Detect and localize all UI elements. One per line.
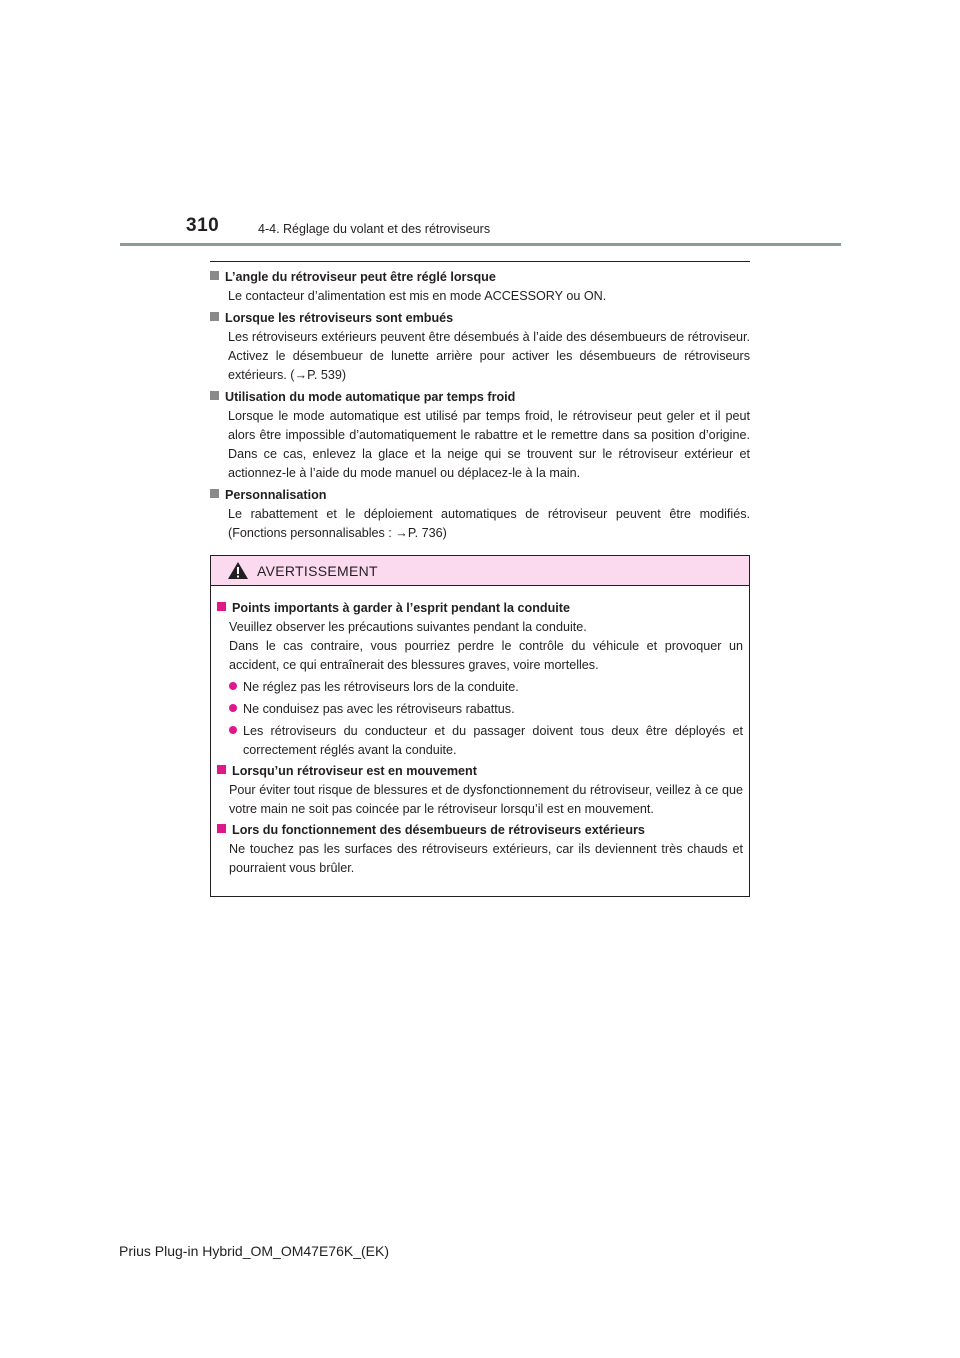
circle-bullet-icon — [229, 704, 237, 712]
info-item-cold — [210, 388, 750, 483]
page-number: 310 — [186, 215, 220, 236]
square-bullet-icon — [210, 271, 219, 280]
item-title: Personnalisation — [225, 488, 327, 502]
warning-item-body: Pour éviter tout risque de blessures et de dysfonctionnement du rétroviseur, veillez à ce que votre main ne soit pas coincée par le rétroviseur lorsqu’il est en mouvement. — [229, 783, 743, 816]
square-bullet-icon — [210, 489, 219, 498]
warning-item-body: Veuillez observer les précautions suivantes pendant la conduite. Dans le cas contraire, vous pourriez perdre le contrôle du véhicule et provoquer un accident, ce qui entraînerait des blessures graves, voire mortelles. — [229, 620, 743, 672]
circle-bullet-icon — [229, 726, 237, 734]
warning-item-title: Points importants à garder à l’esprit pendant la conduite — [232, 601, 570, 615]
warning-item-title: Lors du fonctionnement des désembueurs de rétroviseurs extérieurs — [232, 823, 645, 837]
warning-item-title: Lorsqu’un rétroviseur est en mouvement — [232, 764, 477, 778]
square-bullet-icon — [210, 391, 219, 400]
item-body: Lorsque le mode automatique est utilisé par temps froid, le rétroviseur peut geler et il peut alors être impossible d’automatiquement le rabattre et le remettre dans sa position d’origine. Dans ce cas, enlevez la glace et la neige qui se trouvent sur le rétroviseur extérieur et actionnez-le à l’aide du mode manuel ou déplacez-le à la main. — [228, 409, 750, 480]
content — [210, 268, 750, 546]
section-title: 4-4. Réglage du volant et des rétroviseurs — [258, 222, 491, 236]
warning-box — [210, 555, 750, 897]
item-title: Lorsque les rétroviseurs sont embués — [225, 311, 454, 325]
warning-item-moving — [217, 762, 743, 819]
warning-item-defogger — [217, 821, 743, 878]
square-bullet-icon — [217, 602, 226, 611]
warning-triangle-icon — [227, 561, 249, 580]
item-title: Utilisation du mode automatique par temps froid — [225, 390, 516, 404]
warning-body — [211, 586, 749, 878]
item-body: Le contacteur d’alimentation est mis en mode ACCESSORY ou ON. — [228, 289, 607, 303]
item-body: Les rétroviseurs extérieurs peuvent être désembués à l’aide des désembueurs de rétroviseur. Activez le désembueur de lunette arrière pour activer les désembueurs de rétroviseurs extérieurs. (→P. 539) — [228, 330, 750, 382]
bullet-item: Ne conduisez pas avec les rétroviseurs rabattus. — [229, 700, 743, 719]
info-item-fog — [210, 309, 750, 385]
item-body: Le rabattement et le déploiement automatiques de rétroviseur peuvent être modifiés. (Fonctions personnalisables : →P. 736) — [228, 507, 750, 540]
info-item-custom — [210, 486, 750, 543]
content-rule — [210, 261, 750, 262]
item-title: L’angle du rétroviseur peut être réglé lorsque — [225, 270, 496, 284]
square-bullet-icon — [217, 765, 226, 774]
footer-document-id: Prius Plug-in Hybrid_OM_OM47E76K_(EK) — [119, 1243, 389, 1259]
bullet-item: Ne réglez pas les rétroviseurs lors de la conduite. — [229, 678, 743, 697]
warning-title: AVERTISSEMENT — [257, 562, 378, 579]
warning-item-driving — [217, 599, 743, 760]
circle-bullet-icon — [229, 682, 237, 690]
square-bullet-icon — [210, 312, 219, 321]
header-rule — [120, 243, 841, 246]
warning-item-body: Ne touchez pas les surfaces des rétroviseurs extérieurs, car ils deviennent très chauds et pourraient vous brûler. — [229, 842, 743, 875]
square-bullet-icon — [217, 824, 226, 833]
warning-header — [211, 556, 749, 586]
info-item-angle — [210, 268, 750, 306]
bullet-item: Les rétroviseurs du conducteur et du passager doivent tous deux être déployés et correctement réglés avant la conduite. — [229, 722, 743, 760]
